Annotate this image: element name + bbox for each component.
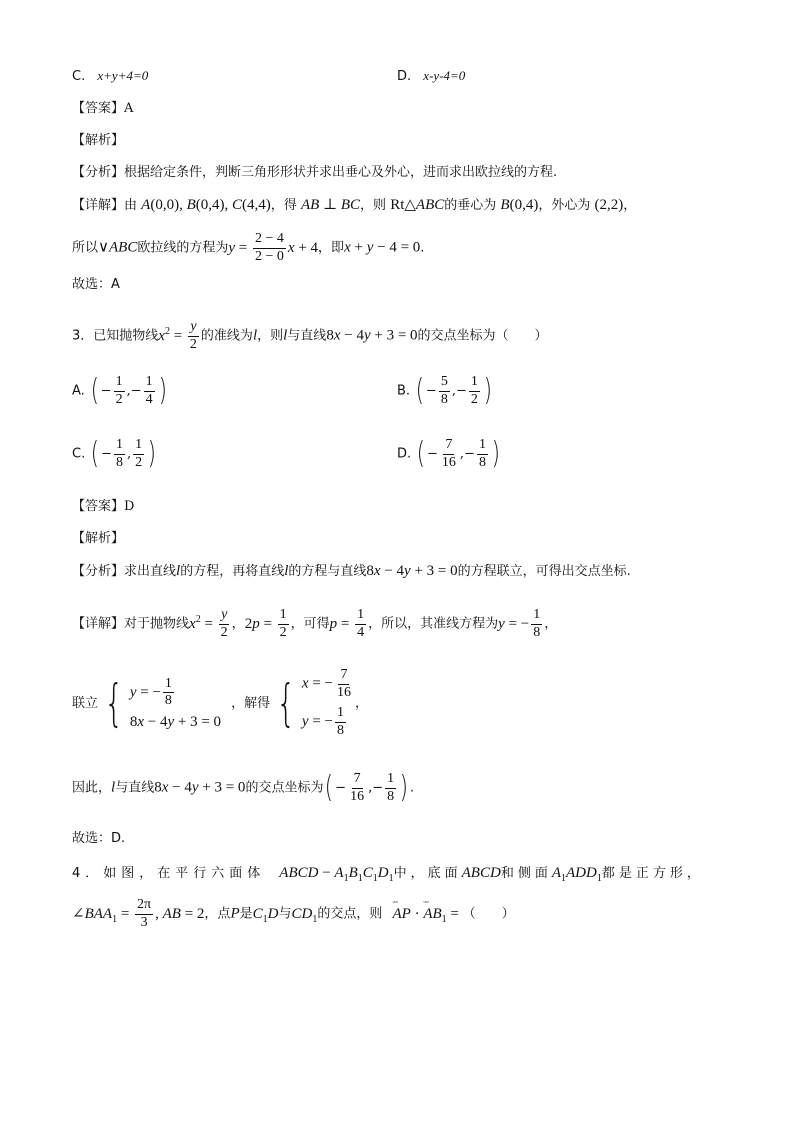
frac-den: 8: [478, 454, 486, 470]
q3-fenxi: [72, 564, 631, 579]
line-l: l: [252, 327, 258, 344]
text: ，则: [360, 198, 387, 213]
text: 的交点坐标为: [245, 780, 324, 796]
q4-stem-line1: [72, 866, 704, 884]
option-letter: B.: [397, 383, 411, 399]
frac-den: 4: [145, 391, 153, 407]
detail-tag: 【详解】: [72, 198, 125, 213]
option-letter: C.: [72, 69, 86, 84]
line-formula: 8x − 4y + 3 = 0: [326, 327, 418, 344]
text: 求出直线: [124, 564, 177, 579]
p-formula: p = $\frac{1}{4}$: [329, 607, 365, 640]
text: 与直线: [287, 328, 327, 344]
q2-detail-line1: 【详解】由 A(0,0), B(0,4), C(4,4)，得 AB ⊥ BC，则 Rt△ABC的垂心为 B(0,4)，外心为 (2,2)，: [72, 197, 637, 213]
text: 的方程联立，可得出交点坐标.: [457, 564, 631, 579]
frac-den: 2: [470, 391, 478, 407]
detail-tag: 【详解】: [72, 616, 125, 632]
analysis-tag: 【解析】: [72, 133, 125, 148]
text: 和侧面: [500, 866, 552, 881]
text: 欧拉线的方程为: [137, 240, 229, 256]
frac-num: 1: [469, 375, 480, 392]
q3-detail: [72, 608, 557, 640]
text: 中，底面: [393, 866, 462, 881]
text: 4．如图，在平行六面体: [72, 866, 266, 881]
q3-stem: [72, 320, 548, 352]
text: ，得: [270, 198, 297, 213]
segment-cd1: $CD_1$: [291, 905, 318, 925]
text: ，所以，其准线方程为: [368, 616, 499, 632]
q2-option-c: [72, 69, 148, 83]
frac-den: 2: [135, 454, 143, 470]
system-equations: y = − $\frac{1}{8}$ 8x − 4y + 3 = 0: [129, 675, 222, 731]
option-text: x-y-4=0: [423, 68, 466, 83]
text: 由: [124, 198, 138, 213]
line-l: l: [283, 327, 288, 344]
q2-choose: 故选：A: [72, 277, 120, 292]
text: 与: [278, 906, 292, 922]
fenxi-tag: 【分析】: [72, 165, 125, 180]
text: ，则: [257, 328, 284, 344]
text: 的方程，再将直线: [180, 564, 285, 579]
q2-option-d: [397, 69, 465, 83]
q3-option-c: C. ( − $\frac{1}{8}$ , $\frac{1}{2}$ ): [72, 436, 157, 472]
option-text: x+y+4=0: [97, 68, 149, 83]
option-letter: C.: [72, 446, 86, 462]
text: ，: [354, 695, 368, 711]
answer-tag: 【答案】: [72, 101, 125, 116]
q2-detail-line2: 所以∨ABC欧拉线的方程为y = $\frac{2 - 4}{2 - 0}$ x + 4，即x + y − 4 = 0.: [72, 231, 425, 264]
q3-option-b: B. ( − $\frac{5}{8}$ ,− $\frac{1}{2}$ ): [397, 373, 492, 409]
frac-num: 7: [443, 438, 454, 455]
points-formula: A(0,0), B(0,4), C(4,4): [141, 197, 271, 213]
text: 所以: [72, 240, 99, 256]
answer-tag: 【答案】: [72, 499, 125, 514]
angle-formula: $\angle BAA_1$ = $\frac{2\pi}{3}$ , AB = 2: [72, 897, 205, 930]
frac-den: 16: [441, 454, 456, 470]
text: ，可得: [290, 616, 330, 632]
text: ，即: [318, 240, 345, 256]
frac-num: 1: [144, 375, 155, 392]
line-l: l: [111, 779, 116, 796]
face-formula: $A_1ADD_1$: [551, 865, 602, 884]
euler-line-result: x + y − 4 = 0: [344, 239, 421, 256]
frac-den: 8: [440, 391, 448, 407]
q3-option-a: A. ( − $\frac{1}{2}$ ,− $\frac{1}{4}$ ): [72, 373, 167, 409]
triangle-formula: Rt△ABC: [390, 197, 445, 213]
prism-formula: ABCD − $A_1B_1C_1D_1$: [279, 865, 394, 884]
text: 的方程与直线: [288, 564, 367, 579]
q2-answer: [72, 102, 133, 115]
q3-choose: 故选：D.: [72, 831, 126, 846]
q2-fenxi: [72, 166, 557, 179]
text: .: [409, 780, 414, 796]
text: ，点: [204, 906, 231, 922]
system-solution: x = − $\frac{7}{16}$ y = − $\frac{1}{8}$: [301, 667, 351, 739]
frac-num: 1: [114, 375, 125, 392]
euler-line-formula: y = $\frac{2 - 4}{2 - 0}$ x + 4: [228, 231, 319, 264]
option-letter: D.: [397, 446, 412, 462]
parabola-formula: $x^2$ = $\frac{y}{2}$: [189, 607, 228, 640]
circumcenter-formula: (2,2): [594, 197, 624, 213]
text: 的交点坐标为（ ）: [417, 328, 548, 344]
orthocenter-formula: B(0,4): [500, 197, 539, 213]
text: 对于抛物线: [124, 616, 190, 632]
perp-formula: AB ⊥ BC: [300, 197, 361, 213]
segment-c1d: $C_1D$: [252, 905, 279, 925]
q3-system: 联立 { y = − $\frac{1}{8}$ 8x − 4y + 3 = 0 ，解得 { x = − $\frac{7}{16}$ y = − $\frac{1}{8}$ ，: [72, 667, 368, 739]
text: 都是正方形，: [601, 866, 704, 881]
parabola-formula: $x^2$ = $\frac{y}{2}$: [158, 319, 197, 352]
text: ，解得: [231, 695, 271, 711]
q2-analysis-tag: [72, 134, 124, 147]
option-letter: D.: [397, 69, 412, 84]
fenxi-text: 根据给定条件，判断三角形形状并求出垂心及外心，进而求出欧拉线的方程.: [124, 165, 558, 180]
line-l: l: [284, 563, 289, 579]
text: （ ）: [462, 906, 515, 922]
frac-den: 2: [115, 391, 123, 407]
q3-conclusion: 因此，l与直线8x − 4y + 3 = 0的交点坐标为( − $\frac{7}{16}$ ,− $\frac{1}{8}$ ) .: [72, 770, 414, 806]
q4-stem-line2: [72, 898, 515, 930]
text: 的交点，则: [317, 906, 383, 922]
dot-product-formula: ᵕᵕᵕ AP · ᵕᵕᵕ $AB_1$ =: [392, 896, 463, 925]
analysis-tag: 【解析】: [72, 531, 125, 546]
text: ，外心为: [538, 198, 591, 213]
text: 是: [239, 906, 253, 922]
answer-value: D: [124, 499, 135, 514]
q3-answer: [72, 500, 134, 513]
line-formula: 8x − 4y + 3 = 0: [366, 563, 458, 579]
directrix-formula: y = − $\frac{1}{8}$: [498, 607, 541, 640]
frac-num: 5: [439, 375, 450, 392]
text: 联立: [72, 695, 99, 711]
answer-value: A: [124, 101, 134, 116]
text: 3．已知抛物线: [72, 328, 159, 344]
text: 的垂心为: [444, 198, 497, 213]
2p-formula: 2p = $\frac{1}{2}$: [244, 607, 287, 640]
triangle-formula: ∨ABC: [98, 239, 138, 256]
text: ，: [544, 616, 558, 632]
base-formula: ABCD: [461, 865, 501, 881]
text: 与直线: [115, 780, 155, 796]
text: ，: [231, 616, 245, 632]
q3-analysis-tag: [72, 532, 124, 545]
text: 的准线为: [200, 328, 253, 344]
line-formula: 8x − 4y + 3 = 0: [154, 779, 246, 796]
point-p: P: [230, 905, 240, 922]
frac-num: 1: [133, 438, 144, 455]
line-l: l: [176, 563, 181, 579]
fenxi-tag: 【分析】: [72, 564, 125, 579]
frac-num: 1: [477, 438, 488, 455]
frac-den: 8: [115, 454, 123, 470]
frac-num: 1: [114, 438, 125, 455]
text: 因此，: [72, 780, 112, 796]
q3-option-d: D. ( − $\frac{7}{16}$ ,− $\frac{1}{8}$ ): [397, 436, 500, 472]
option-letter: A.: [72, 383, 85, 399]
